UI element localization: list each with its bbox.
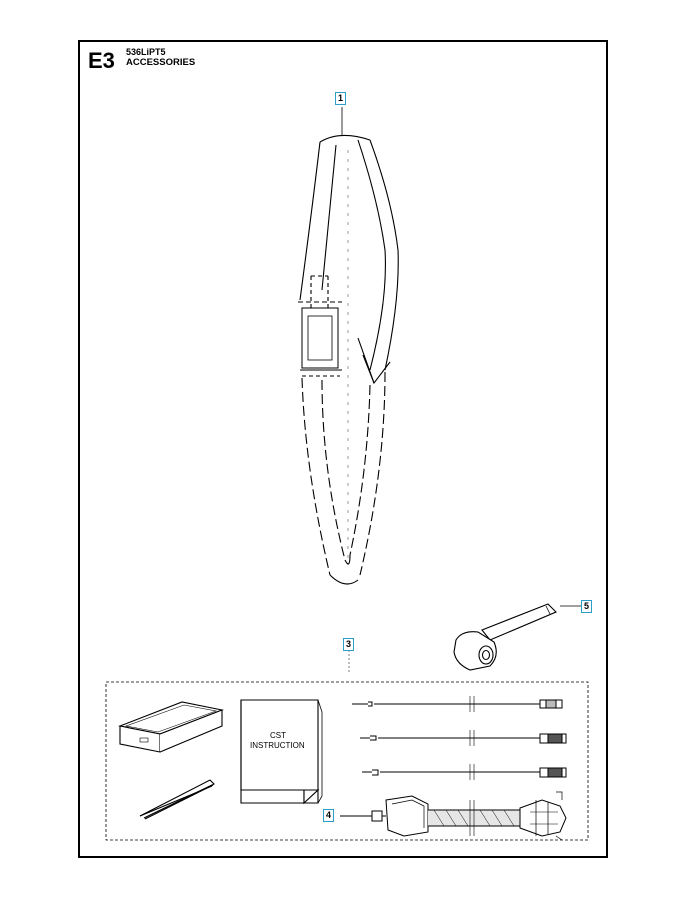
combination-spanner bbox=[454, 604, 582, 670]
page-title: ACCESSORIES bbox=[126, 57, 196, 68]
callout-4: 4 bbox=[323, 809, 334, 822]
cable-2 bbox=[360, 730, 566, 746]
instruction-manual bbox=[241, 700, 322, 803]
callout-1: 1 bbox=[335, 92, 346, 105]
tweezers bbox=[140, 780, 214, 819]
callout-3: 3 bbox=[343, 638, 354, 651]
model-name: 536LiPT5 bbox=[126, 47, 166, 57]
carrying-case bbox=[120, 702, 222, 752]
cable-1 bbox=[352, 696, 562, 712]
harness-strap bbox=[298, 107, 398, 584]
section-code: E3 bbox=[88, 48, 115, 73]
manual-label-line2: INSTRUCTION bbox=[250, 741, 305, 750]
diagnostic-cable bbox=[340, 792, 566, 840]
callout-5: 5 bbox=[581, 600, 592, 613]
cable-3 bbox=[362, 764, 566, 780]
manual-label-line1: CST bbox=[270, 731, 286, 740]
